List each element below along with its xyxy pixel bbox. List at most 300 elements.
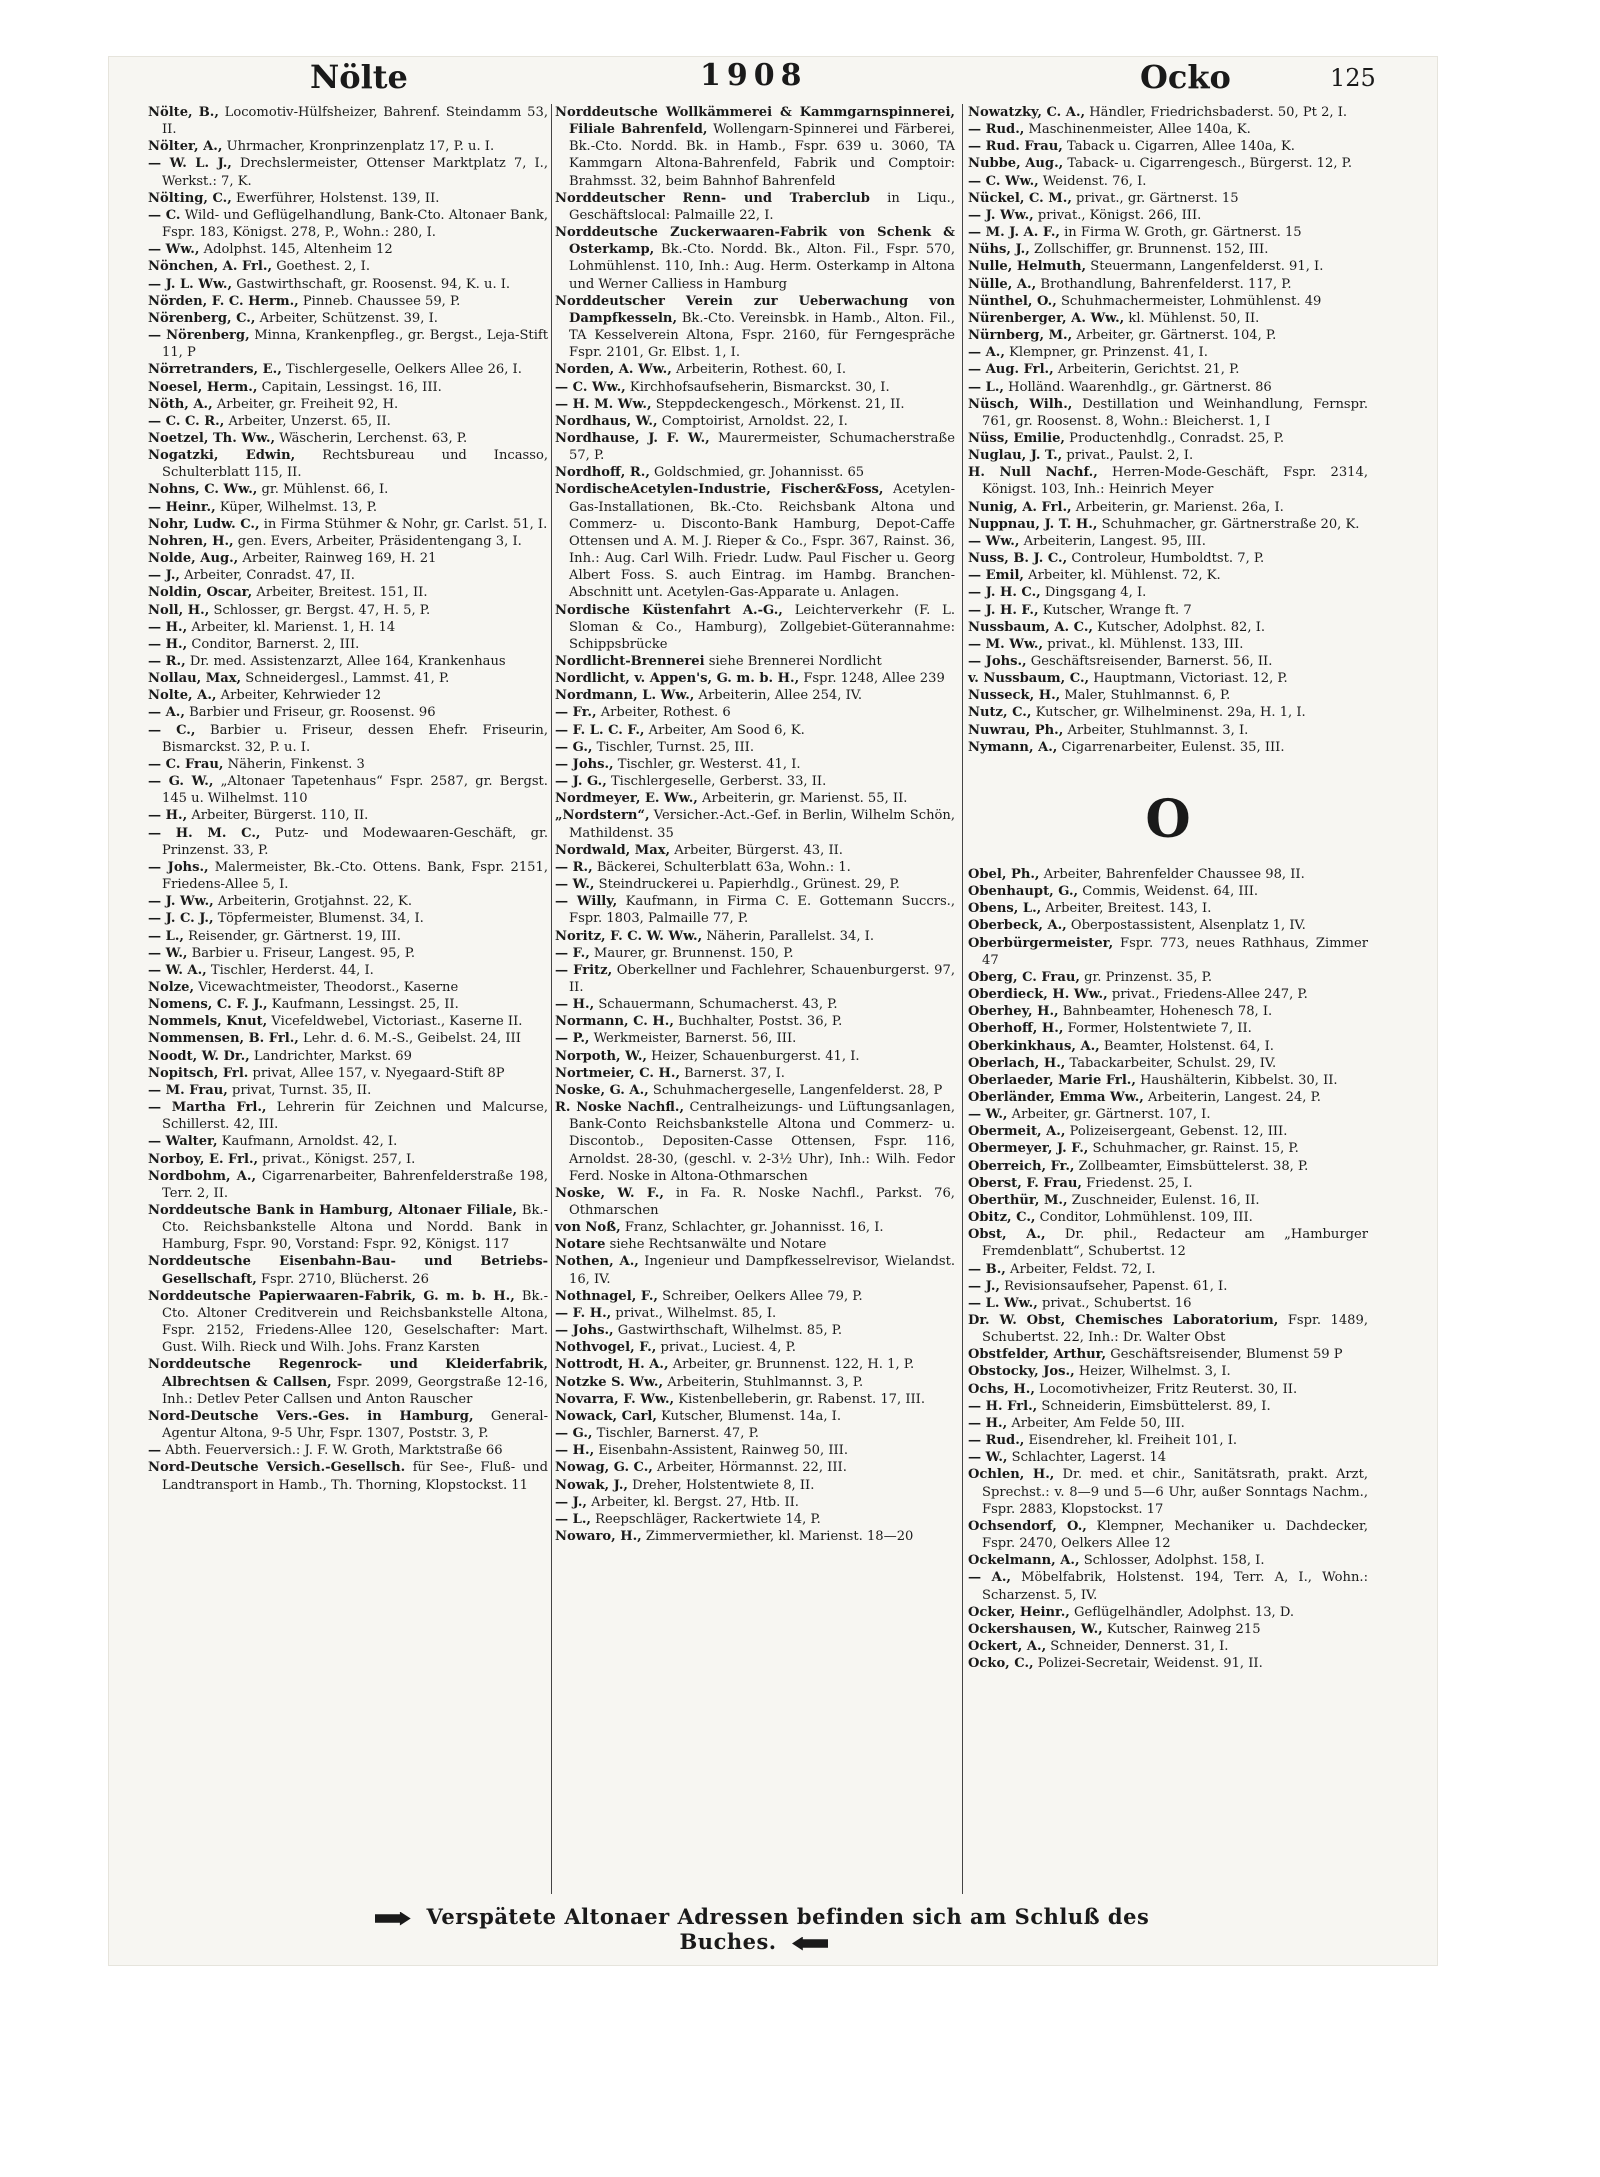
entry-details: Destillation und Weinhandlung, Fernspr. 761, gr. Roosenst. 8, Wohn.: Bleicherst. 1, I: [982, 396, 1369, 429]
entry-name: Nüsch, Wilh.,: [968, 396, 1073, 412]
directory-entry: [555, 104, 955, 190]
entry-details: Fspr. 773, neues Rathhaus, Zimmer 47: [982, 935, 1368, 968]
entry-name: — J. L. Ww.,: [148, 276, 233, 292]
entry-name: — Fritz,: [555, 962, 613, 978]
entry-name: Noesel, Herm.,: [148, 379, 258, 395]
entry-details: Barnerst. 37, I.: [684, 1065, 785, 1081]
entry-details: Versicher.-Act.-Gef. in Berlin, Wilhelm Schön, Mathildenst. 35: [569, 808, 955, 841]
entry-details: Arbeiter, Bahrenfelder Chaussee 98, II.: [1043, 866, 1305, 882]
entry-name: — Willy,: [555, 894, 618, 910]
directory-entry: [148, 1099, 548, 1133]
entry-details: Lehr. d. 6. M.-S., Geibelst. 24, III: [303, 1031, 521, 1047]
directory-entry: [148, 413, 548, 430]
directory-entry: [555, 1356, 955, 1373]
entry-details: Arbeiterin, Gerichtst. 21, P.: [1057, 362, 1240, 378]
entry-name: Nordwald, Max,: [555, 842, 671, 858]
entry-details: Capitain, Lessingst. 16, III.: [261, 379, 442, 395]
entry-name: — Martha Frl.,: [148, 1100, 267, 1116]
directory-entry: [968, 602, 1368, 619]
entry-name: — J. H. C.,: [968, 585, 1041, 601]
entry-name: Nürnberg, M.,: [968, 328, 1073, 344]
entry-details: Näherin, Finkenst. 3: [227, 756, 365, 772]
entry-details: Schuhmachermeister, Lohmühlenst. 49: [1060, 293, 1322, 309]
entry-details: privat., Luciest. 4, P.: [660, 1340, 796, 1356]
entry-name: Oberlach, H.,: [968, 1055, 1066, 1071]
entry-name: — J. H. F.,: [968, 602, 1039, 618]
directory-entry: [555, 756, 955, 773]
entry-name: — L.,: [148, 928, 184, 944]
entry-details: Ewerführer, Holstenst. 139, II.: [235, 190, 440, 206]
entry-name: Nord-Deutsche Versich.-Gesellsch.: [148, 1460, 406, 1476]
entry-name: —: [148, 1443, 162, 1459]
pointing-hand-icon: [792, 1937, 828, 1951]
entry-details: Arbeiterin, gr. Marienst. 26a, I.: [1075, 499, 1284, 515]
directory-entry: [968, 722, 1368, 739]
entry-name: — Johs.,: [555, 1323, 614, 1339]
entry-name: — G.,: [555, 1426, 593, 1442]
directory-entry: [968, 1466, 1368, 1517]
directory-entry: [148, 430, 548, 447]
entry-details: Zollbeamter, Eimsbüttelerst. 38, P.: [1078, 1158, 1309, 1174]
entry-details: privat., Königst. 266, III.: [1037, 207, 1202, 223]
entry-name: — W. A.,: [148, 962, 207, 978]
entry-name: Nowag, G. C.,: [555, 1460, 653, 1476]
directory-entry: [555, 739, 955, 756]
entry-name: — H.,: [148, 636, 188, 652]
directory-entry: [555, 293, 955, 362]
directory-entry: [148, 1013, 548, 1030]
directory-entry: [148, 361, 548, 378]
entry-details: Schreiber, Oelkers Allee 79, P.: [662, 1288, 863, 1304]
entry-details: Vicewachtmeister, Theodorst., Kaserne: [198, 979, 459, 995]
entry-name: Nölter, A.,: [148, 139, 223, 155]
entry-details: Wild- und Geflügelhandlung, Bank-Cto. Altonaer Bank, Fspr. 183, Königst. 278, P., Wohn.: 280, I.: [162, 207, 548, 241]
directory-entry: [555, 396, 955, 413]
entry-details: Controleur, Humboldtst. 7, P.: [1071, 551, 1265, 567]
directory-entry: [148, 310, 548, 327]
entry-name: — C. Ww.,: [555, 379, 626, 395]
entry-name: Noll, H.,: [148, 602, 210, 618]
entry-details: Arbeiter, kl. Marienst. 1, H. 14: [191, 619, 396, 635]
directory-entry: [555, 773, 955, 790]
directory-entry: [148, 945, 548, 962]
directory-entry: [555, 962, 955, 996]
entry-details: siehe Brennerei Nordlicht: [708, 654, 882, 669]
entry-name: Nordische Küstenfahrt A.-G.,: [555, 602, 783, 618]
entry-details: Arbeiterin, Grotjahnst. 22, K.: [217, 894, 412, 910]
directory-entry: [555, 807, 955, 841]
entry-name: Ochs, H.,: [968, 1381, 1035, 1397]
entry-details: Gastwirthschaft, gr. Roosenst. 94, K. u. I.: [236, 276, 511, 292]
entry-name: Obens, L.,: [968, 901, 1042, 917]
entry-details: Barbier und Friseur, gr. Roosenst. 96: [189, 705, 436, 721]
directory-entry: [148, 1202, 548, 1253]
directory-entry: [968, 1363, 1368, 1380]
entry-details: Schlosser, gr. Bergst. 47, H. 5, P.: [213, 602, 431, 618]
entry-details: Bk.-Cto. Reichsbankstelle Altona und Nordd. Bank in Hamburg, Fspr. 90, Vorstand: Fspr. 92, Königst. 117: [162, 1203, 548, 1253]
directory-entry: [148, 1048, 548, 1065]
entry-name: Nutz, C.,: [968, 705, 1032, 721]
directory-entry: [968, 173, 1368, 190]
entry-details: Friedenst. 25, I.: [1086, 1175, 1193, 1191]
entry-name: — M. Ww.,: [968, 636, 1044, 652]
entry-details: privat., kl. Mühlenst. 133, III.: [1047, 636, 1244, 652]
entry-details: Schneidergesl., Lammst. 41, P.: [245, 671, 450, 687]
directory-entry: [968, 1140, 1368, 1157]
directory-entry: [968, 1638, 1368, 1655]
entry-details: Fspr. 2099, Georgstraße 12-16, Inh.: Detlev Peter Callsen und Anton Rauscher: [162, 1374, 548, 1407]
directory-entry: [968, 935, 1368, 969]
entry-name: Ocko, C.,: [968, 1656, 1034, 1672]
directory-entry: [555, 790, 955, 807]
entry-details: Lehrerin für Zeichnen und Malcurse, Schillerst. 42, III.: [162, 1100, 548, 1133]
entry-name: Nörretranders, E.,: [148, 362, 282, 378]
section-letter: O: [1145, 788, 1191, 850]
entry-name: Nowak, J.,: [555, 1477, 628, 1493]
entry-name: Notare: [555, 1237, 606, 1253]
directory-entry: [968, 293, 1368, 310]
directory-entry: [148, 207, 548, 241]
directory-entry: [968, 1158, 1368, 1175]
entry-name: Norddeutscher Verein zur Ueberwachung von Dampfkesseln,: [555, 293, 955, 326]
directory-entry: [148, 276, 548, 293]
entry-name: — Johs.,: [148, 859, 209, 875]
entry-name: Oberhey, H.,: [968, 1004, 1059, 1020]
directory-entry: [968, 379, 1368, 396]
directory-entry: [968, 1106, 1368, 1123]
entry-name: Nolze,: [148, 979, 195, 995]
directory-entry: [968, 224, 1368, 241]
directory-entry: [968, 207, 1368, 224]
entry-details: Bäckerei, Schulterblatt 63a, Wohn.: 1.: [596, 859, 851, 875]
directory-entry: [148, 979, 548, 996]
entry-name: Norddeutsche Papierwaaren-Fabrik, G. m. b. H.,: [148, 1288, 515, 1304]
directory-entry: [968, 1312, 1368, 1346]
directory-entry: [555, 1236, 955, 1253]
entry-name: — J.,: [148, 568, 180, 584]
entry-details: Goldschmied, gr. Johannisst. 65: [654, 465, 865, 481]
entry-details: Reisender, gr. Gärtnerst. 19, III.: [188, 928, 401, 944]
directory-entry: [968, 310, 1368, 327]
entry-details: Minna, Krankenpfleg., gr. Bergst., Leja-Stift 11, P: [162, 328, 548, 361]
entry-name: — Ww.,: [148, 242, 200, 258]
entry-name: — H.,: [968, 1415, 1008, 1431]
directory-entry: [968, 687, 1368, 704]
entry-name: Nohren, H.,: [148, 533, 234, 549]
entry-name: — C. Frau,: [148, 756, 224, 772]
entry-name: Noske, W. F.,: [555, 1185, 664, 1201]
entry-details: Weidenst. 76, I.: [1042, 173, 1147, 189]
entry-details: Arbeiter, Bürgerst. 43, II.: [674, 842, 843, 858]
directory-entry: [968, 1381, 1368, 1398]
entry-details: Arbeiter, gr. Freiheit 92, H.: [216, 396, 399, 412]
directory-entry: [968, 653, 1368, 670]
entry-details: Arbeiter, Am Felde 50, III.: [1011, 1415, 1185, 1431]
entry-name: Nörenberg, C.,: [148, 310, 256, 326]
entry-name: Nuwrau, Ph.,: [968, 722, 1064, 738]
entry-details: Acetylen-Gas-Installationen, Bk.-Cto. Reichsbank Altona und Commerz- u. Disconto-Bank Hamburg, Depot-Caffe Ottensen und A. M. J. Rieper & Co., Fspr. 367, Rainst. 36, Inh.: Aug. Carl Wilh. Friedr. Ludw. Paul Fischer u. Georg Albert Foss. S. auch Eintrag. im Hambg. Branchen-Abschnitt unt. Acetylen-Gas-Apparate u. Anlagen.: [569, 482, 955, 601]
entry-name: — Nörenberg,: [148, 328, 250, 344]
entry-name: Obermeyer, J. F.,: [968, 1141, 1089, 1157]
entry-details: Bk.-Cto. Altoner Creditverein und Reichsbankstelle Altona, Fspr. 2152, Friedens-Allee 120, Geselschafter: Mart. Gust. Wilh. Rieck und Wilh. Johs. Franz Karsten: [162, 1288, 549, 1356]
entry-details: Reepschläger, Rackertwiete 14, P.: [595, 1511, 821, 1527]
directory-entry: [148, 447, 548, 481]
entry-details: Arbeiter, Conradst. 47, II.: [184, 568, 355, 584]
entry-details: Tischler, Barnerst. 47, P.: [596, 1426, 759, 1442]
entry-name: Norddeutsche Zuckerwaaren-Fabrik von Schenk & Osterkamp,: [555, 225, 955, 258]
directory-entry: [968, 1123, 1368, 1140]
directory-entry: [555, 1425, 955, 1442]
entry-details: Locomotiv-Hülfsheizer, Bahrenf. Steindamm 53, II.: [162, 105, 548, 138]
entry-name: — C. Ww.,: [968, 173, 1039, 189]
directory-entry: [968, 430, 1368, 447]
entry-details: privat., Königst. 257, I.: [262, 1151, 416, 1167]
entry-details: Arbeiter, Kehrwieder 12: [220, 688, 382, 704]
entry-name: — A.,: [968, 345, 1005, 361]
entry-details: Arbeiter, Rothest. 6: [600, 705, 731, 721]
entry-name: Norddeutsche Regenrock- und Kleiderfabrik, Albrechtsen & Callsen,: [148, 1357, 548, 1390]
entry-name: — J.,: [968, 1278, 1000, 1294]
directory-entry: [968, 1192, 1368, 1209]
entry-details: Klempner, Mechaniker u. Dachdecker, Fspr. 2470, Oelkers Allee 12: [982, 1518, 1368, 1552]
entry-name: Oberhoff, H.,: [968, 1021, 1064, 1037]
directory-entry: [148, 807, 548, 824]
directory-entry: [968, 464, 1368, 498]
entry-name: — Heinr.,: [148, 499, 216, 515]
entry-name: Obstfelder, Arthur,: [968, 1347, 1107, 1363]
directory-entry: [968, 1020, 1368, 1037]
entry-name: Nommensen, B. Frl.,: [148, 1031, 299, 1047]
entry-details: Franz, Schlachter, gr. Johannisst. 16, I.: [624, 1220, 884, 1236]
entry-name: Norden, A. Ww.,: [555, 362, 672, 378]
entry-name: Nohr, Ludw. C.,: [148, 516, 260, 532]
entry-details: Cigarrenarbeiter, Eulenst. 35, III.: [1061, 739, 1285, 755]
entry-details: Wollengarn-Spinnerei und Färberei, Bk.-Cto. Nordd. Bk. in Hamb., Fspr. 639 u. 3060, TA Kammgarn Altona-Bahrenfeld, Fabrik und Comptoir: Brahmsst. 32, beim Bahnhof Bahrenfeld: [569, 122, 955, 189]
entry-details: Heizer, Schauenburgerst. 41, I.: [651, 1048, 860, 1064]
entry-details: für See-, Fluß- und Landtransport in Hamb., Th. Thorning, Klopstockst. 11: [162, 1460, 548, 1493]
entry-details: Arbeiterin, Rothest. 60, I.: [675, 362, 847, 378]
entry-details: Vicefeldwebel, Victoriast., Kaserne II.: [271, 1014, 523, 1030]
entry-details: Heizer, Wilhelmst. 3, I.: [1078, 1364, 1231, 1380]
entry-name: Nordmeyer, E. Ww.,: [555, 791, 698, 807]
directory-entry: [555, 1408, 955, 1425]
directory-entry: [555, 430, 955, 464]
directory-column-1: [148, 104, 548, 1494]
directory-column-3: [968, 104, 1368, 1672]
entry-name: — Johs.,: [555, 756, 614, 772]
entry-details: Locomotivheizer, Fritz Reuterst. 30, II.: [1039, 1381, 1298, 1397]
entry-name: Norpoth, W.,: [555, 1048, 647, 1064]
entry-name: Novarra, F. Ww.,: [555, 1391, 675, 1407]
entry-name: — W.,: [555, 877, 595, 893]
entry-name: Noetzel, Th. Ww.,: [148, 430, 276, 446]
entry-name: Nopitsch, Frl.: [148, 1065, 249, 1081]
entry-name: Oberbürgermeister,: [968, 935, 1114, 951]
directory-entry: [148, 1030, 548, 1047]
entry-details: in Fa. R. Noske Nachfl., Parkst. 76, Othmarschen: [569, 1185, 955, 1218]
entry-details: Tischler, Turnst. 25, III.: [596, 739, 754, 755]
entry-details: Arbeiter, Schützenst. 39, I.: [259, 310, 438, 326]
directory-entry: [148, 327, 548, 361]
directory-entry: [555, 1391, 955, 1408]
directory-entry: [148, 584, 548, 601]
entry-name: — J. G.,: [555, 774, 607, 790]
entry-details: Arbeiter, Bürgerst. 110, II.: [191, 808, 369, 824]
entry-name: — W. L. J.,: [148, 156, 232, 172]
entry-details: Maler, Stuhlmannst. 6, P.: [1064, 688, 1231, 704]
directory-entry: [148, 653, 548, 670]
entry-name: Nörden, F. C. Herm.,: [148, 293, 299, 309]
entry-details: Landrichter, Markst. 69: [253, 1048, 412, 1064]
entry-details: Conditor, Barnerst. 2, III.: [191, 636, 360, 652]
directory-entry: [968, 104, 1368, 121]
entry-details: Arbeiter, kl. Bergst. 27, Htb. II.: [591, 1494, 799, 1510]
directory-entry: [555, 361, 955, 378]
entry-name: — R.,: [555, 859, 593, 875]
entry-name: NordischeAcetylen-Industrie, Fischer&Foss,: [555, 482, 884, 498]
directory-entry: [555, 1030, 955, 1047]
entry-details: Klempner, gr. Prinzenst. 41, I.: [1009, 345, 1208, 361]
entry-name: von Noß,: [555, 1220, 621, 1236]
directory-entry: [968, 969, 1368, 986]
entry-details: Dr. med. et chir., Sanitätsrath, prakt. Arzt, Sprechst.: v. 8—9 und 5—6 Uhr, außer Sonntags Nachm., Fspr. 2883, Klopstockst. 17: [982, 1467, 1368, 1517]
directory-entry: [968, 1604, 1368, 1621]
entry-details: Kutscher, Blumenst. 14a, I.: [661, 1408, 841, 1424]
directory-entry: [555, 670, 955, 687]
entry-details: Fspr. 2710, Blücherst. 26: [260, 1271, 429, 1287]
directory-entry: [148, 996, 548, 1013]
directory-entry: [148, 704, 548, 721]
directory-entry: [555, 842, 955, 859]
directory-entry: [968, 883, 1368, 900]
entry-name: Nowack, Carl,: [555, 1408, 657, 1424]
entry-details: Bk.-Cto. Nordd. Bk., Alton. Fil., Fspr. 570, Lohmühlenst. 110, Inh.: Aug. Herm. Osterkamp in Altona und Werner Calliess in Hamburg: [569, 242, 955, 292]
directory-entry: [555, 602, 955, 653]
entry-details: Fspr. 1489, Schubertst. 22, Inh.: Dr. Walter Obst: [982, 1313, 1368, 1346]
directory-entry: [148, 893, 548, 910]
entry-details: Dingsgang 4, I.: [1044, 585, 1147, 601]
directory-entry: [148, 1408, 548, 1442]
directory-entry: [968, 670, 1368, 687]
entry-name: — F.,: [555, 945, 590, 961]
directory-entry: [148, 859, 548, 893]
entry-name: Nürenberger, A. Ww.,: [968, 310, 1125, 326]
entry-details: Arbeiter, Rainweg 169, H. 21: [242, 551, 437, 567]
entry-details: Küper, Wilhelmst. 13, P.: [219, 499, 378, 515]
directory-entry: [555, 928, 955, 945]
directory-entry: [148, 1168, 548, 1202]
entry-name: Nohns, C. Ww.,: [148, 482, 258, 498]
entry-details: Zuschneider, Eulenst. 16, II.: [1071, 1192, 1260, 1208]
entry-name: — H.,: [148, 619, 188, 635]
directory-entry: [968, 1552, 1368, 1569]
directory-entry: [555, 1477, 955, 1494]
directory-entry: [148, 1442, 548, 1459]
entry-name: Nolde, Aug.,: [148, 551, 239, 567]
entry-details: privat, Allee 157, v. Nyegaard-Stift 8P: [252, 1065, 505, 1081]
directory-entry: [148, 773, 548, 807]
directory-entry: [555, 996, 955, 1013]
entry-name: Nordbohm, A.,: [148, 1168, 257, 1184]
entry-name: Nord-Deutsche Vers.-Ges. in Hamburg,: [148, 1408, 474, 1424]
directory-entry: [555, 1082, 955, 1099]
directory-entry: [968, 276, 1368, 293]
directory-entry: [968, 1518, 1368, 1552]
directory-entry: [148, 602, 548, 619]
entry-name: Ochsendorf, O.,: [968, 1518, 1087, 1534]
entry-details: Kutscher, Adolphst. 82, I.: [1097, 619, 1266, 635]
entry-details: Abth. Feuerversich.: J. F. W. Groth, Marktstraße 66: [165, 1443, 503, 1459]
directory-entry: [148, 138, 548, 155]
entry-details: Malermeister, Bk.-Cto. Ottens. Bank, Fspr. 2151, Friedens-Allee 5, I.: [162, 859, 548, 893]
entry-details: General-Agentur Altona, 9-5 Uhr, Fspr. 1307, Poststr. 3, P.: [162, 1408, 548, 1442]
entry-name: Nölting, C.,: [148, 190, 232, 206]
entry-details: siehe Rechtsanwälte und Notare: [609, 1237, 827, 1253]
entry-details: Commis, Weidenst. 64, III.: [1082, 884, 1259, 900]
directory-entry: [968, 499, 1368, 516]
entry-name: Obstocky, Jos.,: [968, 1364, 1075, 1380]
entry-details: Schuhmachergeselle, Langenfelderst. 28, P: [652, 1082, 943, 1098]
entry-details: Arbeiter, Breitest. 151, II.: [256, 585, 428, 601]
directory-entry: [148, 379, 548, 396]
entry-details: Maurer, gr. Brunnenst. 150, P.: [593, 945, 794, 961]
entry-details: Maurermeister, Schumacherstraße 57, P.: [569, 430, 955, 464]
directory-entry: [148, 1253, 548, 1287]
directory-entry: [968, 567, 1368, 584]
entry-name: Oberlaeder, Marie Frl.,: [968, 1072, 1136, 1088]
entry-name: — M. J. A. F.,: [968, 225, 1060, 241]
entry-details: Kutscher, gr. Wilhelminenst. 29a, H. 1, I.: [1035, 705, 1306, 721]
entry-details: Geschäftsreisender, Barnerst. 56, II.: [1030, 654, 1273, 669]
entry-name: Oberkinkhaus, A.,: [968, 1038, 1100, 1054]
directory-entry: [555, 1288, 955, 1305]
directory-entry: [968, 361, 1368, 378]
entry-name: Nordmann, L. Ww.,: [555, 688, 695, 704]
directory-entry: [555, 481, 955, 601]
entry-name: „Nordstern“,: [555, 808, 650, 824]
directory-entry: [555, 1013, 955, 1030]
directory-entry: [968, 917, 1368, 934]
entry-details: Kaufmann, Arnoldst. 42, I.: [221, 1134, 398, 1150]
entry-name: Nothen, A.,: [555, 1254, 639, 1270]
directory-entry: [148, 1356, 548, 1407]
entry-details: Holländ. Waarenhdlg., gr. Gärtnerst. 86: [1008, 379, 1272, 395]
page-number: 125: [1330, 64, 1376, 92]
entry-details: Bk.-Cto. Vereinsbk. in Hamb., Alton. Fil., TA Kesselverein Altona, Fspr. 2160, für Ferngespräche Fspr. 2101, Gr. Elbst. 1, I.: [569, 310, 955, 361]
entry-name: Nogatzki, Edwin,: [148, 448, 296, 464]
directory-entry: [968, 636, 1368, 653]
entry-details: Arbeiter, Unzerst. 65, II.: [228, 413, 391, 429]
entry-name: Ockert, A.,: [968, 1638, 1047, 1654]
directory-entry: [968, 1621, 1368, 1638]
entry-details: Arbeiter, gr. Brunnenst. 122, H. 1, P.: [672, 1357, 915, 1373]
directory-entry: [968, 121, 1368, 138]
entry-details: in Firma W. Groth, gr. Gärtnerst. 15: [1064, 225, 1302, 241]
directory-entry: [148, 756, 548, 773]
entry-details: Brothandlung, Bahrenfelderst. 117, P.: [1040, 276, 1292, 292]
entry-details: Polizei-Secretair, Weidenst. 91, II.: [1037, 1656, 1263, 1672]
entry-name: Ockershausen, W.,: [968, 1621, 1103, 1637]
directory-entry: [148, 722, 548, 756]
entry-details: Steppdeckengesch., Mörkenst. 21, II.: [655, 396, 905, 412]
directory-entry: [555, 722, 955, 739]
entry-name: Nortmeier, C. H.,: [555, 1065, 680, 1081]
entry-name: — L.,: [555, 1511, 591, 1527]
entry-name: — L.,: [968, 379, 1004, 395]
directory-entry: [148, 258, 548, 275]
entry-details: Tischler, gr. Westerst. 41, I.: [617, 756, 801, 772]
entry-details: Taback- u. Cigarrengesch., Bürgerst. 12, P.: [1067, 156, 1352, 172]
